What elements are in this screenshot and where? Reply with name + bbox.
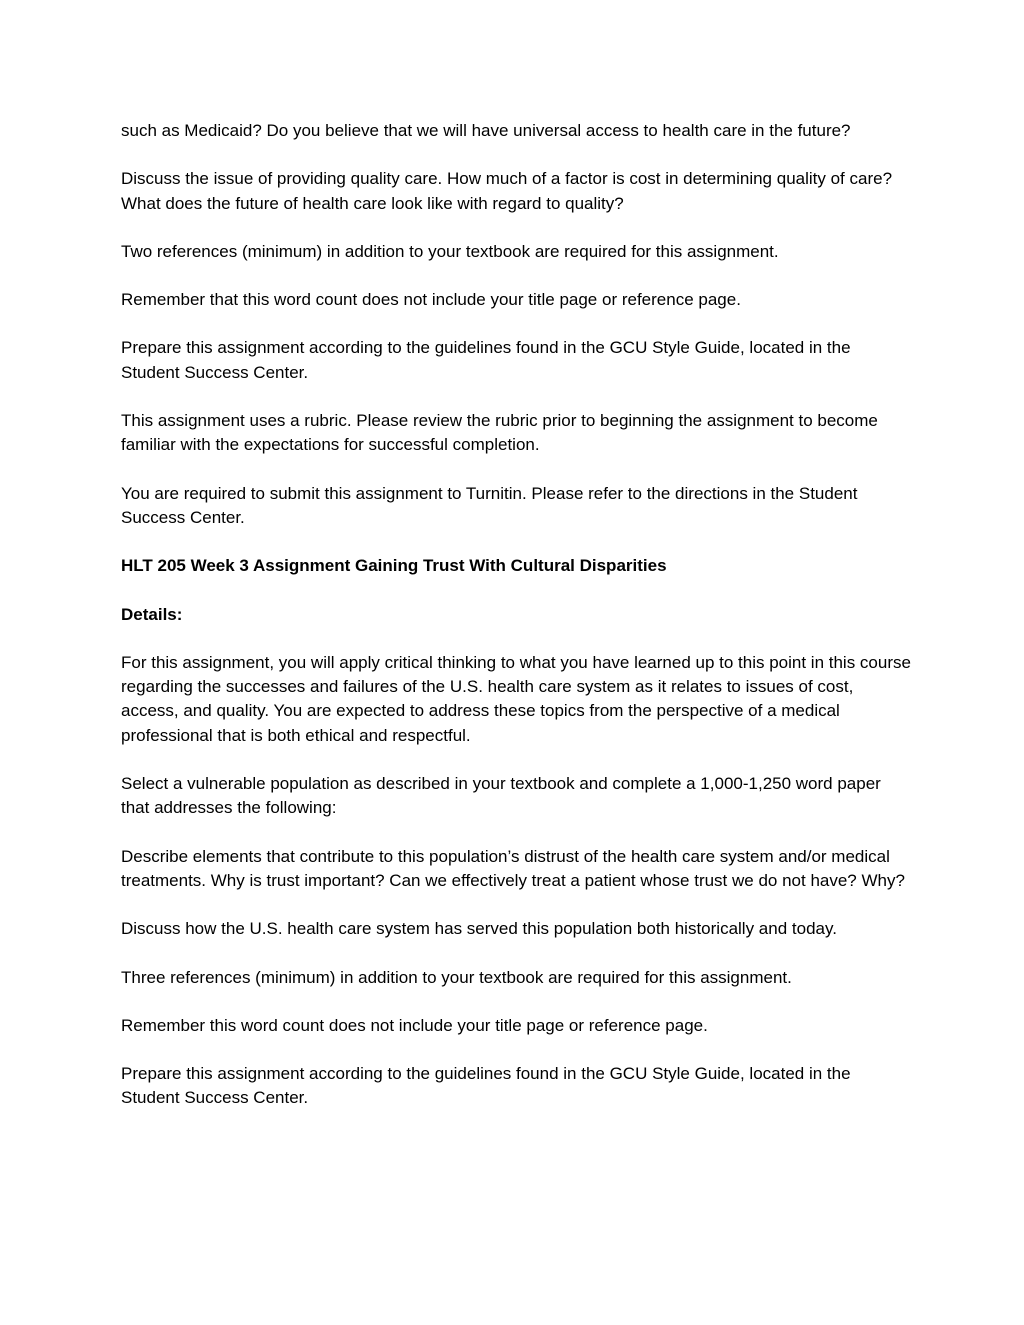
paragraph-vulnerable-population: Select a vulnerable population as described in your textbook and complete a 1,000-1,250 word paper that addresses the following: [121,774,881,818]
paragraph-quality-care: Discuss the issue of providing quality care. How much of a factor is cost in determining quality of care? What does the future of health care look like with regard to quality? [121,169,893,213]
paragraph-word-count-note: Remember that this word count does not include your title page or reference page. [121,290,741,310]
paragraph-style-guide: Prepare this assignment according to the guidelines found in the GCU Style Guide, located in the Student Success Center. [121,338,851,382]
paragraph-rubric: This assignment uses a rubric. Please review the rubric prior to beginning the assignment to become familiar with the expectations for successful completion. [121,411,878,455]
paragraph-critical-thinking: For this assignment, you will apply critical thinking to what you have learned up to this point in this course regarding the successes and failures of the U.S. health care system as it relates to issues of cost, access, and quality. You are expected to address these topics from the perspective of a medical professional that is both ethical and respectful. [121,652,911,745]
paragraph-turnitin: You are required to submit this assignment to Turnitin. Please refer to the directions in the Student Success Center. [121,483,858,527]
paragraph-medicaid-question: such as Medicaid? Do you believe that we will have universal access to health care in the future? [121,121,851,140]
details-heading: Details: [121,604,183,624]
paragraph-historically-today: Discuss how the U.S. health care system has served this population both historically and today. [121,919,837,939]
paragraph-two-references: Two references (minimum) in addition to your textbook are required for this assignment. [121,241,779,261]
document-page [121,119,911,1135]
paragraph-style-guide-final: Prepare this assignment according to the guidelines found in the GCU Style Guide, located in the Student Success Center. [121,1064,851,1108]
paragraph-three-references: Three references (minimum) in addition to your textbook are required for this assignment. [121,967,792,987]
paragraph-word-count-reminder: Remember this word count does not include your title page or reference page. [121,1015,708,1035]
paragraph-distrust-elements: Describe elements that contribute to this population’s distrust of the health care system and/or medical treatments. Why is trust important? Can we effectively treat a patient whose trust we do not have? Why? [121,846,905,890]
assignment-heading: HLT 205 Week 3 Assignment Gaining Trust With Cultural Disparities [121,556,667,576]
